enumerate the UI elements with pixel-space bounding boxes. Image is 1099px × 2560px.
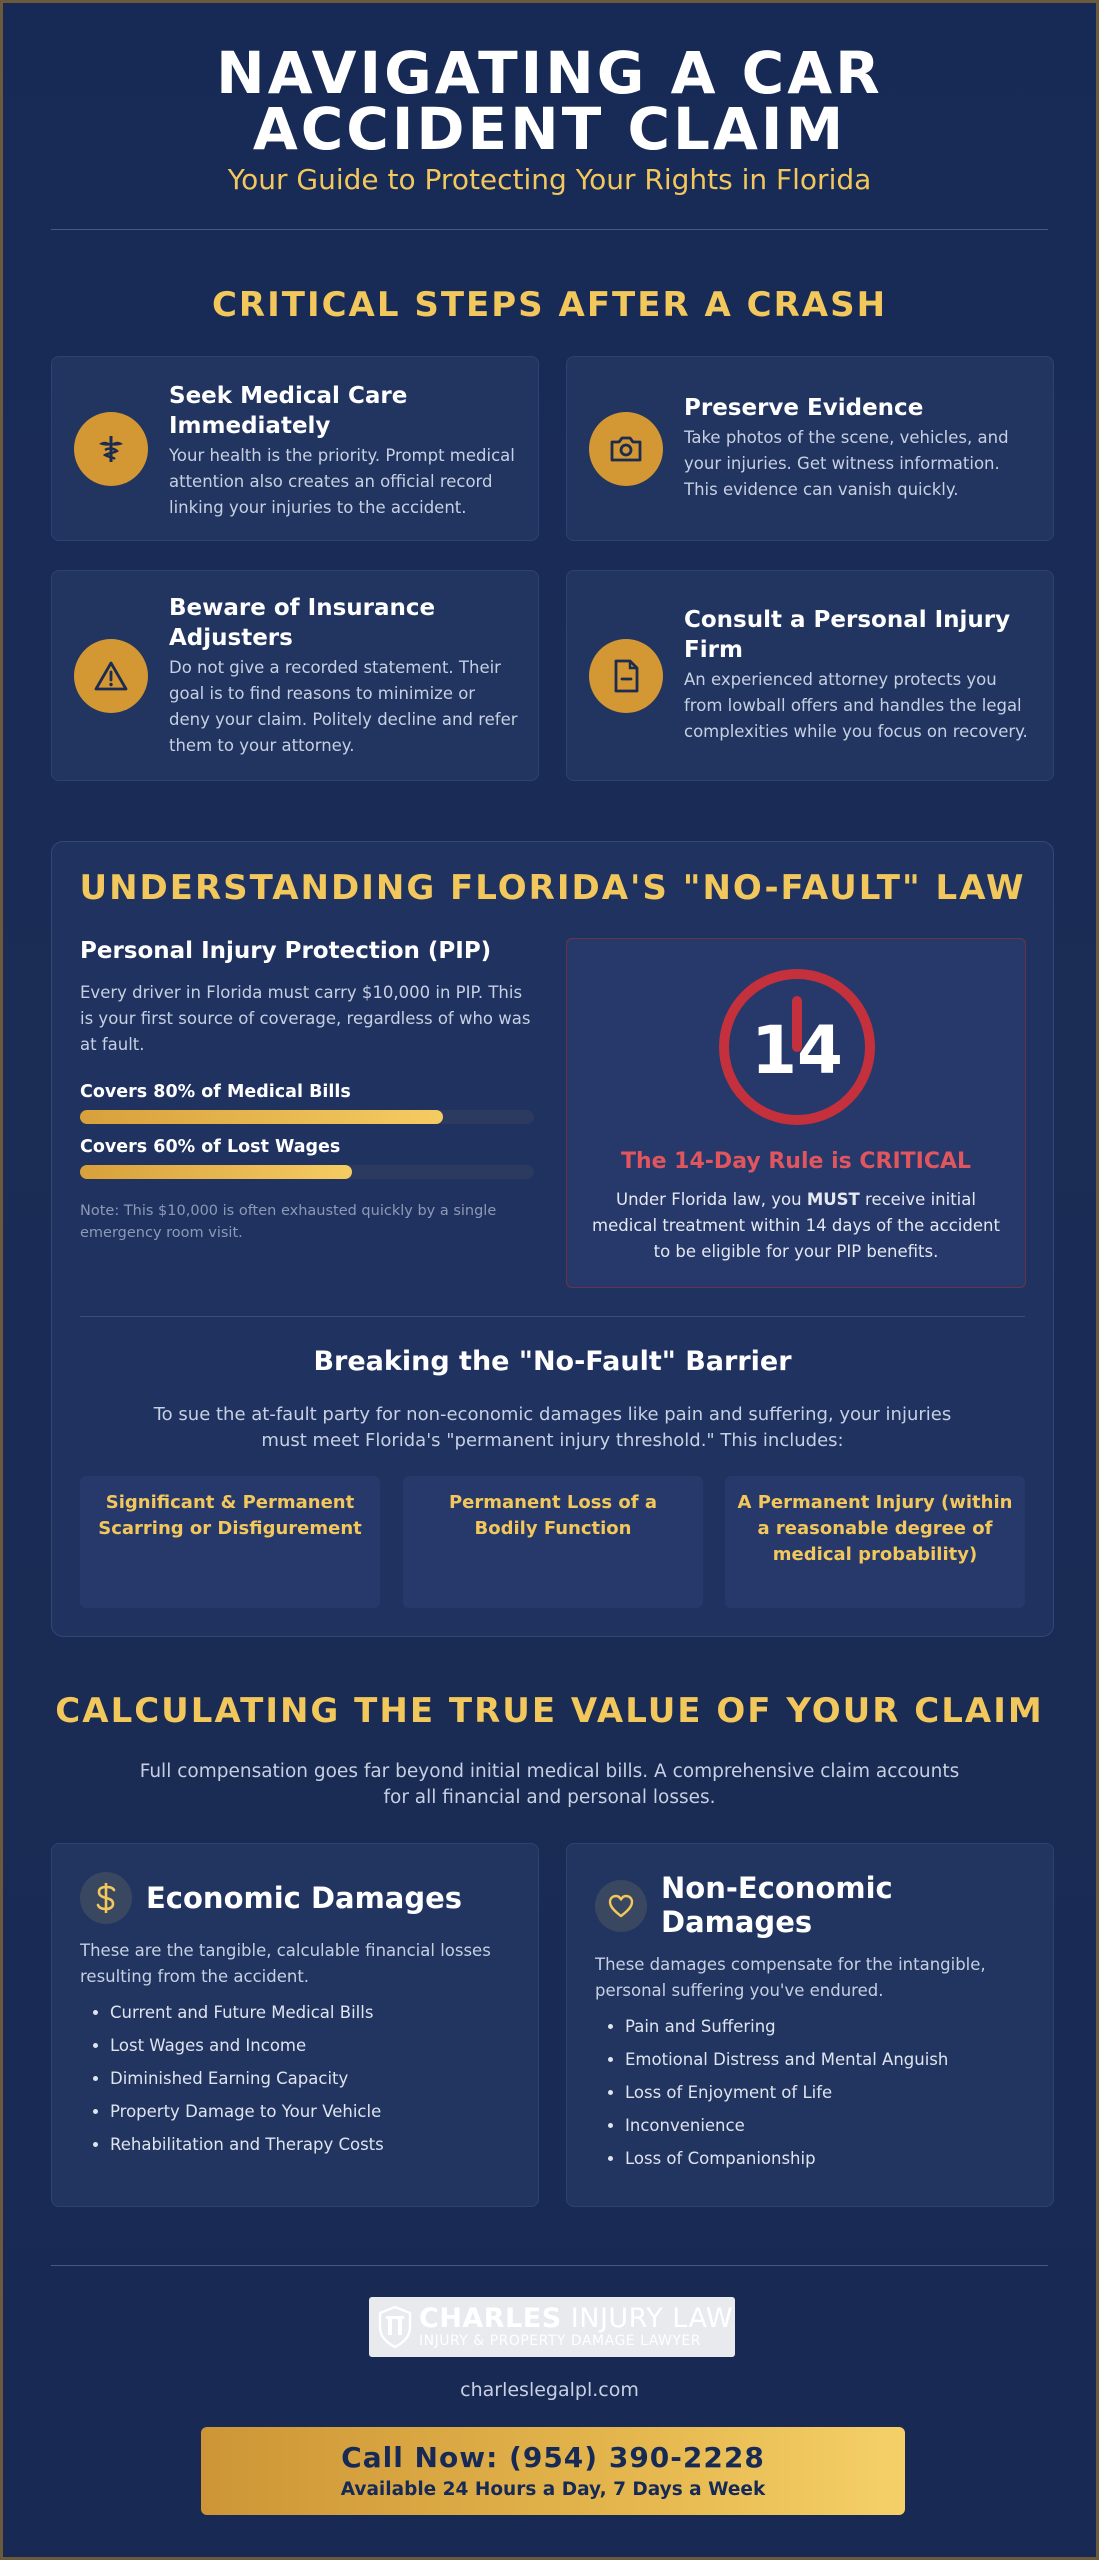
- step-text: [169, 593, 520, 759]
- non-economic-damages-list: [625, 2014, 1033, 2179]
- barrier-description: To sue the at-fault party for non-economic damages like pain and suffering, your injuries must meet Florida's "permanent injury threshold." This includes:: [153, 1404, 952, 1451]
- non-economic-damages-card: [566, 1843, 1054, 2207]
- warning-icon: [74, 639, 148, 713]
- page-title: NAVIGATING A CAR ACCIDENT CLAIM: [216, 39, 883, 163]
- website-link[interactable]: charleslegalpl.com: [460, 2379, 639, 2401]
- lost-wages-coverage-fill: [80, 1165, 352, 1179]
- calc-section-title: CALCULATING THE TRUE VALUE OF YOUR CLAIM: [55, 1691, 1044, 1731]
- list-item: • Loss of Enjoyment of Life: [625, 2080, 1033, 2113]
- dollar-icon: [80, 1872, 132, 1924]
- list-item: • Rehabilitation and Therapy Costs: [110, 2132, 518, 2165]
- rule-title: The 14-Day Rule is CRITICAL: [620, 1149, 972, 1174]
- no-fault-panel: [51, 841, 1054, 1637]
- step-text: [684, 393, 1035, 503]
- list-item: • Emotional Distress and Mental Anguish: [625, 2047, 1033, 2080]
- shield-logo-icon: [377, 2305, 413, 2349]
- list-item: • Inconvenience: [625, 2113, 1033, 2146]
- lost-wages-coverage-bar: [80, 1165, 534, 1179]
- step-title: Beware of Insurance Adjusters: [169, 595, 436, 651]
- step-description: Your health is the priority. Prompt medical attention also creates an official record linking your injuries to the accident.: [169, 446, 515, 517]
- rule-desc-text: Under Florida law, you: [616, 1190, 807, 1209]
- step-card-consult: [566, 570, 1054, 781]
- cta-phone-text: Call Now: (954) 390-2228: [341, 2441, 765, 2474]
- logo-name-light: INJURY LAW: [561, 2303, 734, 2334]
- non-economic-damages-title: Non-Economic Damages: [661, 1871, 893, 1939]
- step-text: [684, 605, 1035, 745]
- barrier-title: Breaking the "No-Fault" Barrier: [313, 1346, 792, 1377]
- economic-damages-title: Economic Damages: [146, 1881, 463, 1915]
- step-title: Seek Medical Care Immediately: [169, 383, 408, 439]
- no-fault-title: UNDERSTANDING FLORIDA'S "NO-FAULT" LAW: [79, 868, 1026, 908]
- economic-damages-card: [51, 1843, 539, 2207]
- rule-day-number: 14: [751, 1012, 843, 1089]
- step-title: Preserve Evidence: [684, 395, 924, 421]
- rule-description: [589, 1187, 1003, 1265]
- logo-name: [419, 2305, 733, 2333]
- non-economic-damages-description: These damages compensate for the intangible, personal suffering you've endured.: [595, 1955, 986, 2000]
- economic-damages-description: These are the tangible, calculable financial losses resulting from the accident.: [80, 1941, 491, 1986]
- step-description: Do not give a recorded statement. Their goal is to find reasons to minimize or deny your claim. Politely decline and refer them to your attorney.: [169, 658, 518, 755]
- step-card-adjusters: [51, 570, 539, 781]
- list-item: • Pain and Suffering: [625, 2014, 1033, 2047]
- list-item: • Property Damage to Your Vehicle: [110, 2099, 518, 2132]
- clock-timer-icon: [719, 969, 875, 1125]
- camera-icon: [589, 412, 663, 486]
- list-item: • Current and Future Medical Bills: [110, 2000, 518, 2033]
- lost-wages-coverage-label: Covers 60% of Lost Wages: [80, 1137, 341, 1157]
- threshold-card-scarring: Significant & Permanent Scarring or Disfigurement: [80, 1476, 380, 1608]
- call-now-button[interactable]: [201, 2427, 905, 2515]
- logo-tagline: INJURY & PROPERTY DAMAGE LAWYER: [419, 2333, 701, 2349]
- cta-availability-text: Available 24 Hours a Day, 7 Days a Week: [340, 2479, 766, 2500]
- economic-damages-list: [110, 2000, 518, 2165]
- step-title: Consult a Personal Injury Firm: [684, 607, 1011, 663]
- step-description: An experienced attorney protects you from lowball offers and handles the legal complexities while you focus on recovery.: [684, 670, 1028, 741]
- medical-staff-icon: [74, 412, 148, 486]
- step-description: Take photos of the scene, vehicles, and your injuries. Get witness information. This evidence can vanish quickly.: [684, 428, 1009, 499]
- list-item: • Lost Wages and Income: [110, 2033, 518, 2066]
- medical-bills-coverage-label: Covers 80% of Medical Bills: [80, 1082, 351, 1102]
- steps-section-title: CRITICAL STEPS AFTER A CRASH: [211, 285, 888, 325]
- step-card-evidence: [566, 356, 1054, 541]
- list-item: • Loss of Companionship: [625, 2146, 1033, 2179]
- rule-desc-text: receive initial medical treatment within 14 days of the accident to be eligible for your PIP benefits.: [592, 1190, 1000, 1261]
- firm-logo: [369, 2297, 735, 2357]
- logo-name-bold: CHARLES: [419, 2303, 562, 2334]
- footer-divider: [51, 2265, 1048, 2266]
- medical-bills-coverage-fill: [80, 1110, 443, 1124]
- fourteen-day-rule-box: [566, 938, 1026, 1288]
- heart-icon: [595, 1880, 647, 1932]
- calc-description: Full compensation goes far beyond initial medical bills. A comprehensive claim accounts for all financial and personal losses.: [139, 1761, 960, 1808]
- step-text: [169, 381, 520, 521]
- pip-note: Note: This $10,000 is often exhausted quickly by a single emergency room visit.: [80, 1203, 497, 1241]
- rule-desc-emphasis: MUST: [806, 1190, 860, 1209]
- page-subtitle: Your Guide to Protecting Your Rights in Florida: [227, 163, 872, 196]
- document-icon: [589, 639, 663, 713]
- threshold-card-permanent-injury: A Permanent Injury (within a reasonable degree of medical probability): [725, 1476, 1025, 1608]
- list-item: • Diminished Earning Capacity: [110, 2066, 518, 2099]
- logo-wordmark: [419, 2305, 733, 2349]
- no-fault-divider: [80, 1316, 1025, 1317]
- threshold-card-bodily-function: Permanent Loss of a Bodily Function: [403, 1476, 703, 1608]
- header-divider: [51, 229, 1048, 230]
- pip-description: Every driver in Florida must carry $10,000 in PIP. This is your first source of coverage, regardless of who was at fault.: [80, 983, 531, 1054]
- step-card-medical: [51, 356, 539, 541]
- medical-bills-coverage-bar: [80, 1110, 534, 1124]
- pip-title: Personal Injury Protection (PIP): [80, 938, 492, 964]
